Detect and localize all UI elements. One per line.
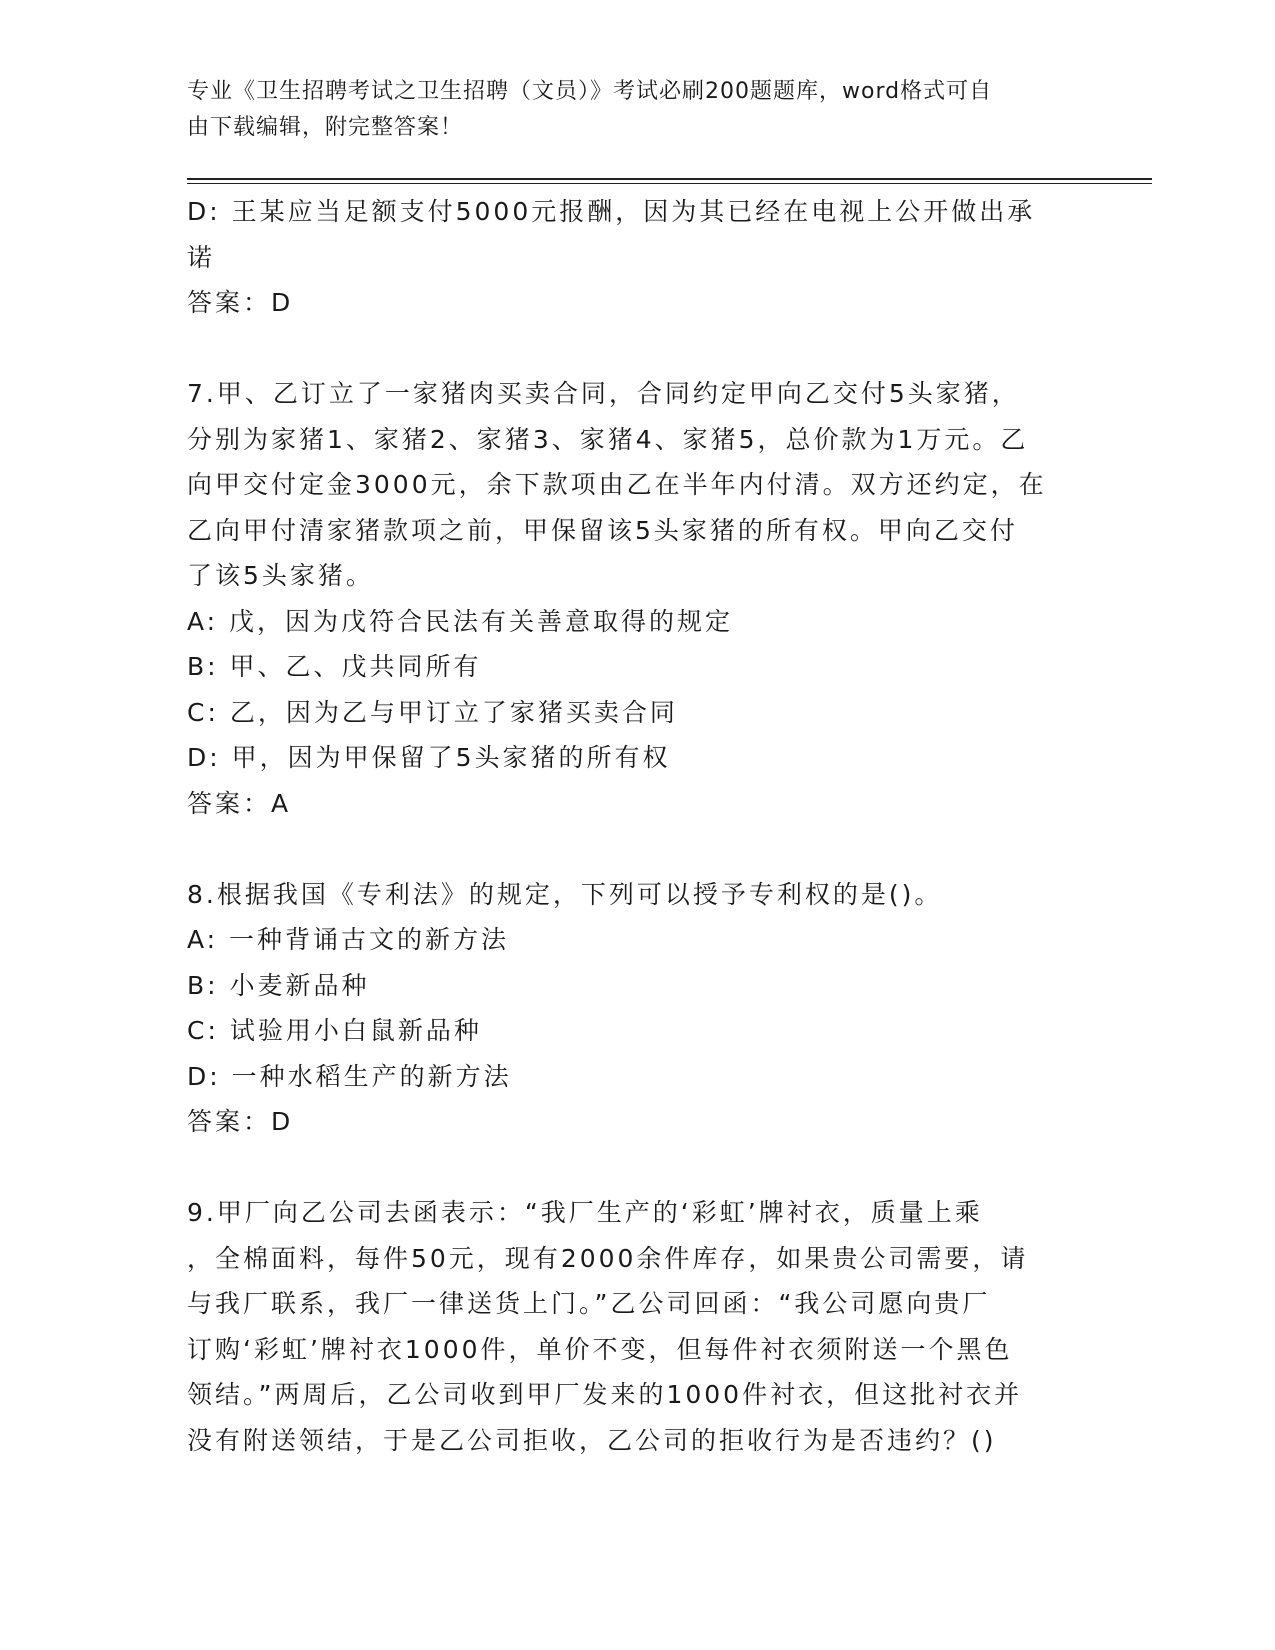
answer-line: 答案：D <box>187 1107 294 1136</box>
option-d: D: 一种水稻生产的新方法 <box>187 1061 512 1091</box>
option-b: B: 小麦新品种 <box>187 970 370 1000</box>
option-a: A: 戊，因为戊符合民法有关善意取得的规定 <box>187 606 734 636</box>
question-stem-line: 8.根据我国《专利法》的规定，下列可以授予专利权的是()。 <box>187 879 943 909</box>
question-9 <box>187 1190 1087 1463</box>
option-c: C: 试验用小白鼠新品种 <box>187 1016 482 1045</box>
document-header <box>187 74 1067 146</box>
question-8 <box>187 872 1087 1145</box>
option-a: A: 一种背诵古文的新方法 <box>187 925 510 954</box>
question-6-tail <box>187 189 1087 326</box>
question-stem-line: 7.甲、乙订立了一家猪肉买卖合同，合同约定甲向乙交付5头家猪， <box>187 379 1020 408</box>
header-divider-thin <box>187 183 1152 184</box>
question-stem-line: 订购‘彩虹’牌衬衣1000件，单价不变，但每件衬衣须附送一个黑色 <box>187 1334 1013 1364</box>
answer-line: 答案：D <box>187 288 294 317</box>
question-stem-line: 领结。”两周后，乙公司收到甲厂发来的1000件衬衣，但这批衬衣并 <box>187 1380 1023 1409</box>
question-stem-line: 了该5头家猪。 <box>187 561 374 590</box>
option-c: C: 乙，因为乙与甲订立了家猪买卖合同 <box>187 697 678 727</box>
question-stem-line: 分别为家猪1、家猪2、家猪3、家猪4、家猪5，总价款为1万元。乙 <box>187 424 1029 454</box>
spacer <box>187 826 1087 872</box>
spacer <box>187 326 1087 372</box>
option-d-continued: 诺 <box>187 242 216 272</box>
answer-line: 答案：A <box>187 788 292 818</box>
option-b: B: 甲、乙、戊共同所有 <box>187 652 482 681</box>
question-stem-line: 没有附送领结，于是乙公司拒收，乙公司的拒收行为是否违约？() <box>187 1425 997 1455</box>
header-title-line-1: 专业《卫生招聘考试之卫生招聘（文员）》考试必刷200题题库，word格式可自 <box>187 79 993 104</box>
question-stem-line: 向甲交付定金3000元，余下款项由乙在半年内付清。双方还约定，在 <box>187 470 1047 499</box>
option-d: D: 甲，因为甲保留了5头家猪的所有权 <box>187 743 671 772</box>
question-stem-line: ，全棉面料，每件50元，现有2000余件库存，如果贵公司需要，请 <box>187 1243 1029 1273</box>
document-body <box>187 189 1087 1463</box>
question-stem-line: 与我厂联系，我厂一律送货上门。”乙公司回函：“我公司愿向贵厂 <box>187 1289 991 1318</box>
option-d: D: 王某应当足额支付5000元报酬，因为其已经在电视上公开做出承 <box>187 197 1036 226</box>
question-stem-line: 乙向甲付清家猪款项之前，甲保留该5头家猪的所有权。甲向乙交付 <box>187 515 1018 545</box>
question-7 <box>187 371 1087 826</box>
question-stem-line: 9.甲厂向乙公司去函表示：“我厂生产的‘彩虹’牌衬衣，质量上乘 <box>187 1198 983 1227</box>
spacer <box>187 1145 1087 1191</box>
header-divider-thick <box>187 178 1152 180</box>
header-title-line-2: 由下载编辑，附完整答案！ <box>187 115 464 140</box>
